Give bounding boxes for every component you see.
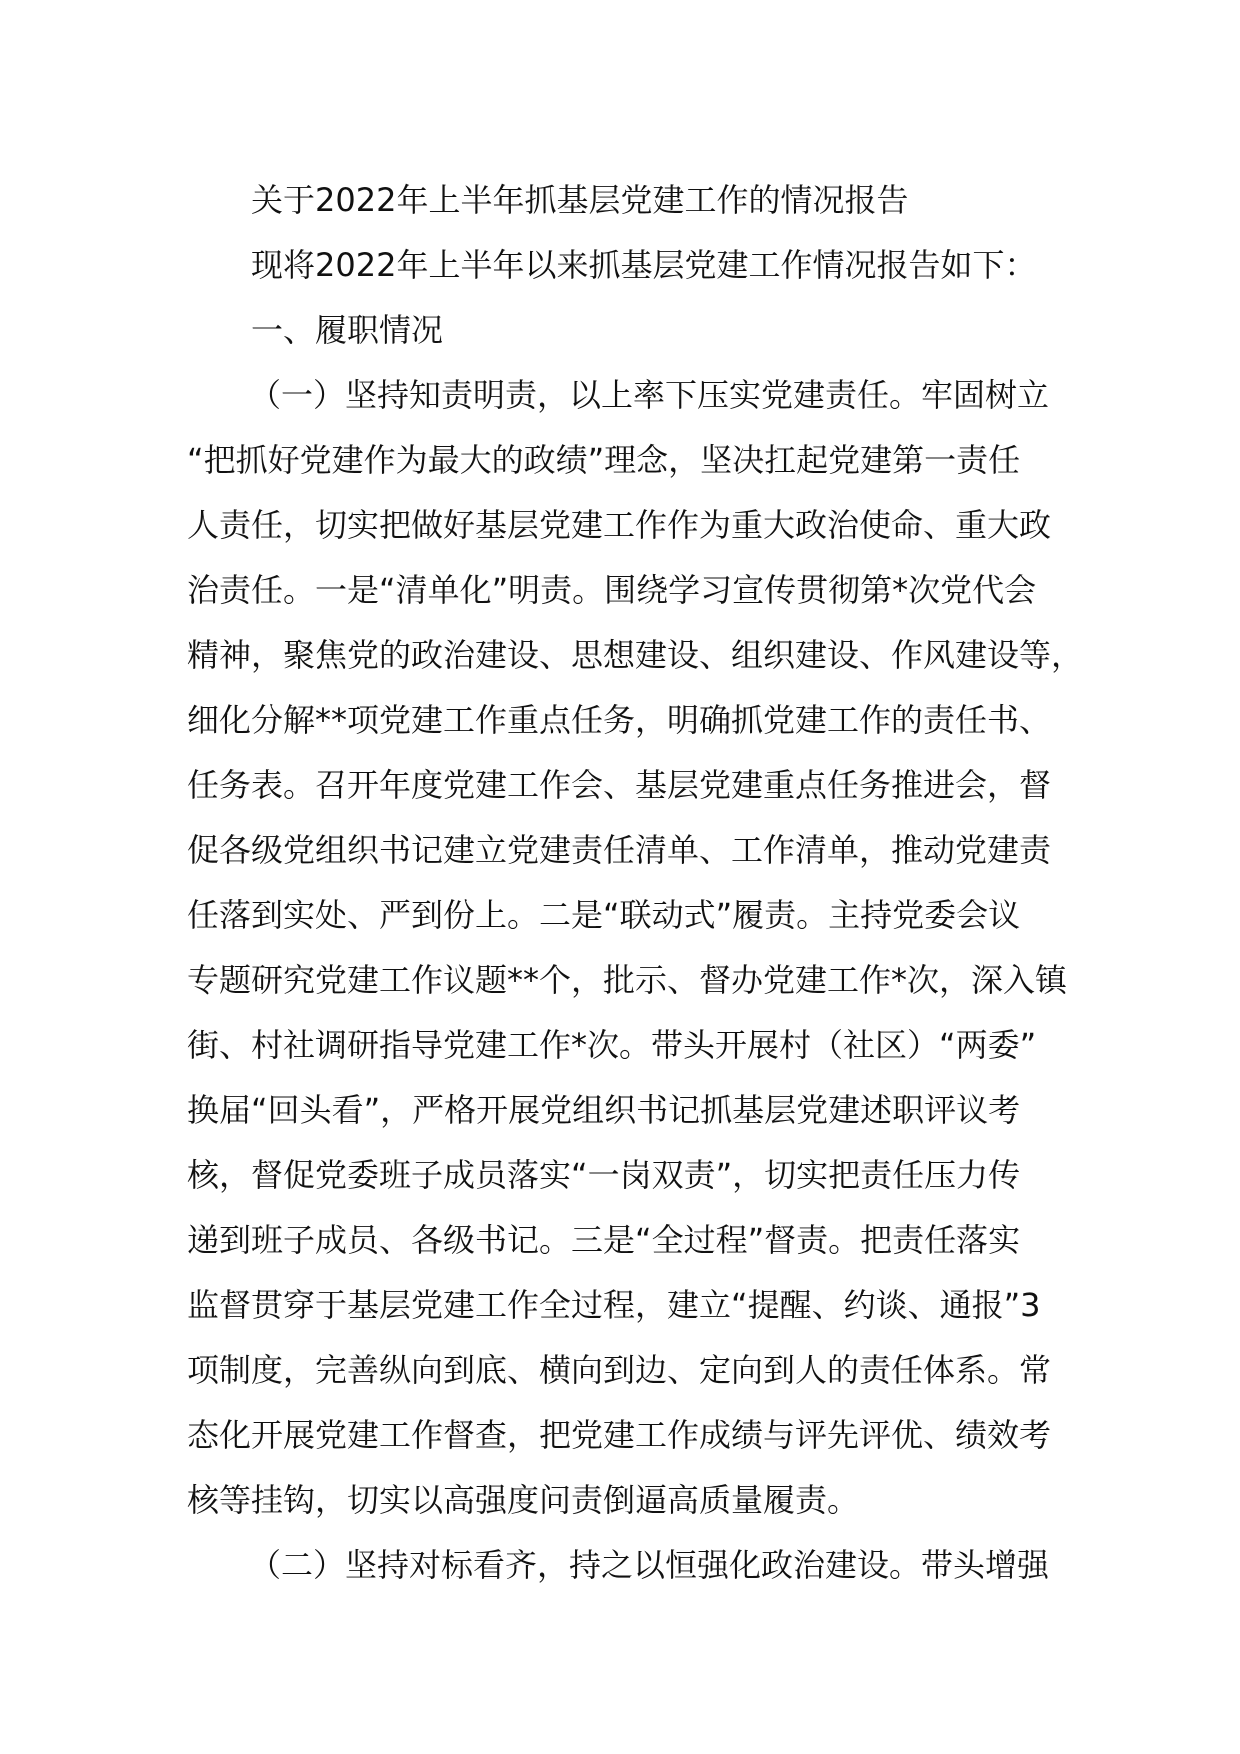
paragraph-line: 监督贯穿于基层党建工作全过程，建立“提醒、约谈、通报”3: [187, 1286, 1041, 1324]
paragraph-2-line: （二）坚持对标看齐，持之以恒强化政治建设。带头增强: [249, 1546, 1050, 1584]
paragraph-line: 专题研究党建工作议题**个，批示、督办党建工作*次，深入镇: [187, 961, 1068, 999]
paragraph-line: 任落到实处、严到份上。二是“联动式”履责。主持党委会议: [187, 896, 1021, 934]
paragraph-line: 任务表。召开年度党建工作会、基层党建重点任务推进会，督: [187, 766, 1052, 804]
paragraph-line: 项制度，完善纵向到底、横向到边、定向到人的责任体系。常: [187, 1351, 1052, 1389]
paragraph-line: 精神，聚焦党的政治建设、思想建设、组织建设、作风建设等，: [187, 636, 1084, 674]
paragraph-line: 治责任。一是“清单化”明责。围绕学习宣传贯彻第*次党代会: [187, 571, 1037, 609]
paragraph-line: 人责任，切实把做好基层党建工作作为重大政治使命、重大政: [187, 506, 1052, 544]
paragraph-line: 换届“回头看”，严格开展党组织书记抓基层党建述职评议考: [187, 1091, 1021, 1129]
paragraph-line: 核等挂钩，切实以高强度问责倒逼高质量履责。: [187, 1481, 860, 1519]
intro-paragraph: 现将2022年上半年以来抓基层党建工作情况报告如下：: [251, 246, 1037, 284]
paragraph-line: （一）坚持知责明责，以上率下压实党建责任。牢固树立: [249, 376, 1050, 414]
document-title: 关于2022年上半年抓基层党建工作的情况报告: [251, 181, 909, 219]
paragraph-line: 细化分解**项党建工作重点任务，明确抓党建工作的责任书、: [187, 701, 1052, 739]
paragraph-line: 态化开展党建工作督查，把党建工作成绩与评先评优、绩效考: [187, 1416, 1052, 1454]
paragraph-1: [187, 363, 1084, 1533]
document-body: [187, 168, 1084, 1598]
section-heading: 一、履职情况: [251, 311, 444, 349]
paragraph-line: “把抓好党建作为最大的政绩”理念，坚决扛起党建第一责任: [187, 441, 1021, 479]
paragraph-line: 递到班子成员、各级书记。三是“全过程”督责。把责任落实: [187, 1221, 1021, 1259]
paragraph-line: 促各级党组织书记建立党建责任清单、工作清单，推动党建责: [187, 831, 1052, 869]
paragraph-line: 街、村社调研指导党建工作*次。带头开展村（社区）“两委”: [187, 1026, 1037, 1064]
paragraph-line: 核，督促党委班子成员落实“一岗双责”，切实把责任压力传: [187, 1156, 1021, 1194]
